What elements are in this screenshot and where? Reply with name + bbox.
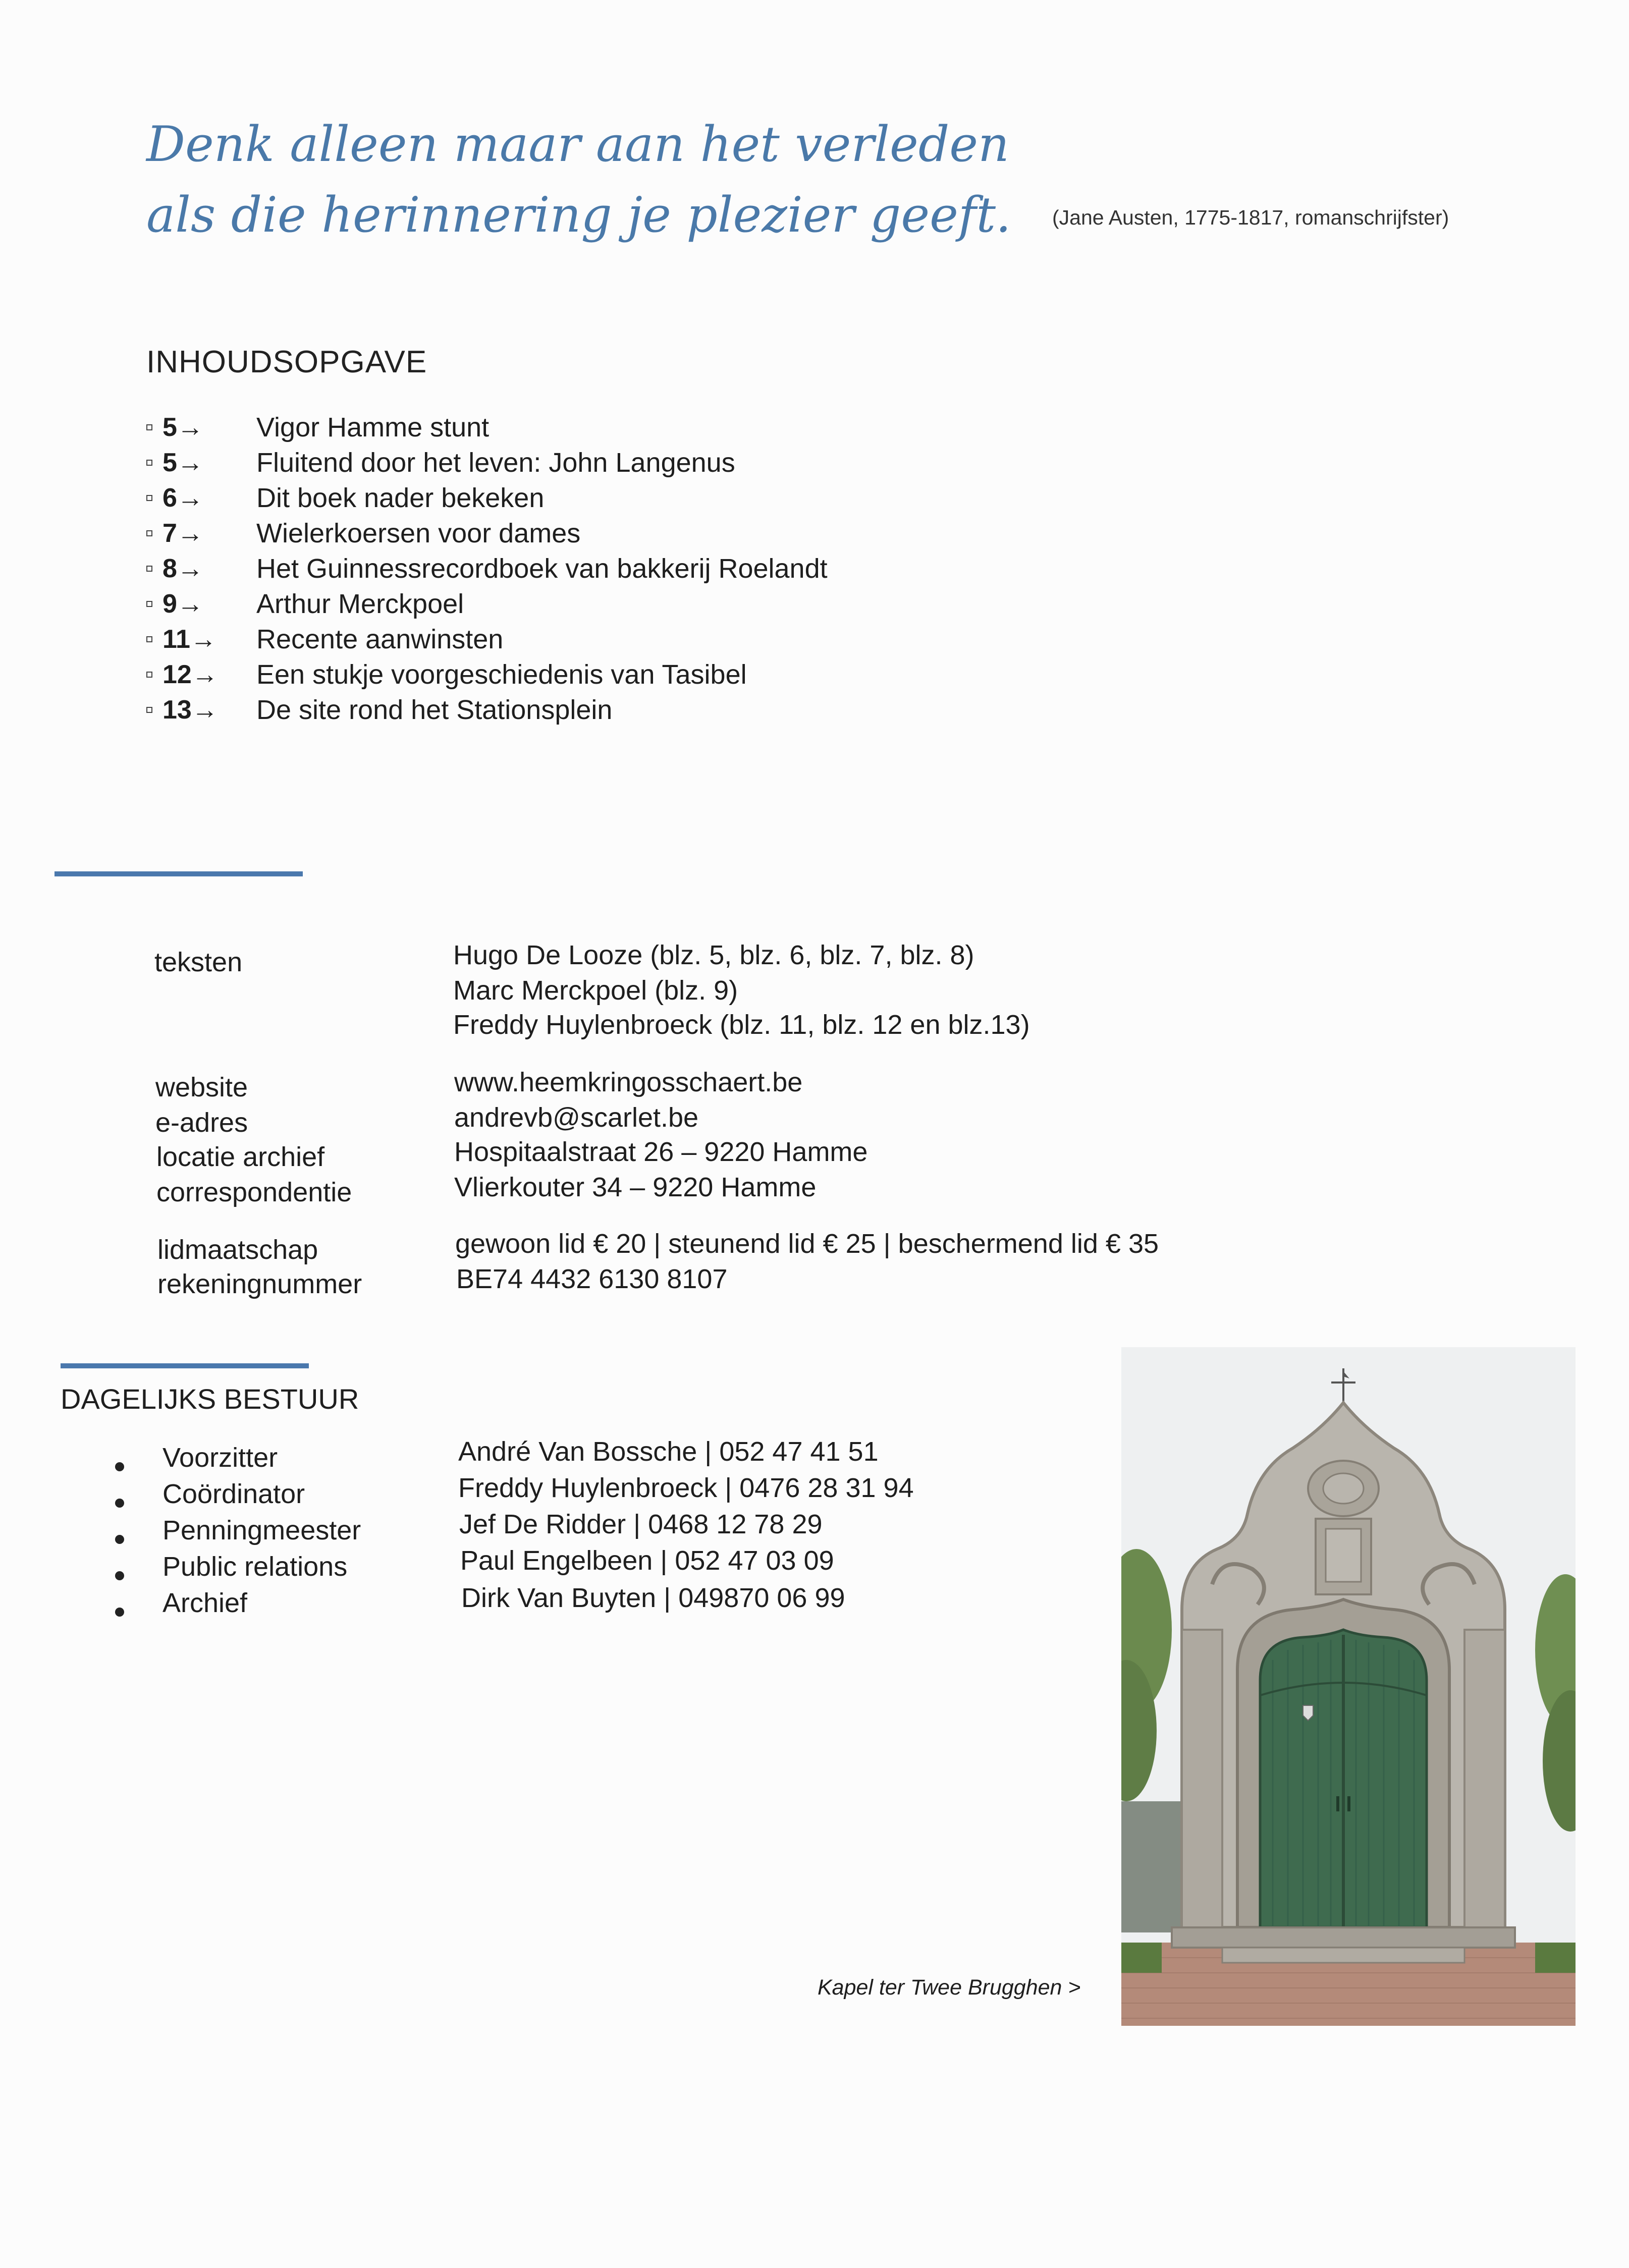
teksten-line: Freddy Huylenbroeck (blz. 11, blz. 12 en blz.13) xyxy=(453,1010,1030,1040)
teksten-line: Hugo De Looze (blz. 5, blz. 6, blz. 7, blz. 8) xyxy=(453,940,974,970)
board-member: Dirk Van Buyten | 049870 06 99 xyxy=(461,1583,845,1613)
square-bullet-icon xyxy=(146,672,152,678)
board-role: Public relations xyxy=(162,1552,348,1582)
section-divider xyxy=(61,1363,309,1368)
toc-item-title: Dit boek nader bekeken xyxy=(256,483,545,513)
photo-caption: Kapel ter Twee Brugghen > xyxy=(818,1975,1081,2000)
toc-item-title: Een stukje voorgeschiedenis van Tasibel xyxy=(256,659,747,690)
quote-attribution: (Jane Austen, 1775-1817, romanschrijfster) xyxy=(1052,206,1449,229)
toc-item: 6→ Dit boek nader bekeken xyxy=(146,480,544,516)
square-bullet-icon xyxy=(146,460,152,466)
board-role: Penningmeester xyxy=(162,1515,361,1545)
square-bullet-icon xyxy=(146,566,152,572)
toc-item: 8→ Het Guinnessrecordboek van bakkerij Roelandt xyxy=(146,551,828,586)
board-member: Paul Engelbeen | 052 47 03 09 xyxy=(460,1545,834,1576)
email-label: e-adres xyxy=(155,1108,248,1138)
bullet-icon xyxy=(115,1535,124,1544)
section-divider xyxy=(55,871,303,876)
board-member: Jef De Ridder | 0468 12 78 29 xyxy=(459,1509,823,1539)
board-role: Coördinator xyxy=(162,1479,305,1509)
square-bullet-icon xyxy=(146,636,152,642)
toc-item-title: Arthur Merckpoel xyxy=(256,589,464,619)
toc-item-title: Recente aanwinsten xyxy=(256,624,504,654)
toc-item-title: Wielerkoersen voor dames xyxy=(256,518,581,548)
quote-line-2: als die herinnering je plezier geeft. xyxy=(146,187,1011,243)
toc-item: 5→ Fluitend door het leven: John Langenus xyxy=(146,445,735,480)
membership-fees: gewoon lid € 20 | steunend lid € 25 | beschermend lid € 35 xyxy=(455,1229,1159,1259)
toc-title: INHOUDSOPGAVE xyxy=(146,345,427,379)
archive-label: locatie archief xyxy=(156,1142,325,1172)
square-bullet-icon xyxy=(146,495,152,501)
square-bullet-icon xyxy=(146,530,152,536)
account-label: rekeningnummer xyxy=(157,1269,362,1299)
toc-item: 5→ Vigor Hamme stunt xyxy=(146,410,489,445)
toc-item: 13→ De site rond het Stationsplein xyxy=(146,692,612,728)
board-member: André Van Bossche | 052 47 41 51 xyxy=(458,1436,879,1467)
account-number: BE74 4432 6130 8107 xyxy=(456,1264,728,1294)
bullet-icon xyxy=(115,1462,124,1471)
archive-address: Hospitaalstraat 26 – 9220 Hamme xyxy=(454,1137,868,1167)
square-bullet-icon xyxy=(146,707,152,713)
toc-item: 12→ Een stukje voorgeschiedenis van Tasibel xyxy=(146,657,747,692)
toc-item-title: Vigor Hamme stunt xyxy=(256,412,490,442)
website-link[interactable]: www.heemkringosschaert.be xyxy=(454,1067,803,1097)
toc-item: 9→ Arthur Merckpoel xyxy=(146,586,464,622)
toc-item-title: Fluitend door het leven: John Langenus xyxy=(256,448,735,478)
board-role: Voorzitter xyxy=(162,1443,278,1473)
bullet-icon xyxy=(115,1499,124,1508)
toc-item-title: Het Guinnessrecordboek van bakkerij Roelandt xyxy=(256,554,828,584)
toc-item: 11→ Recente aanwinsten xyxy=(146,622,503,657)
email-link[interactable]: andrevb@scarlet.be xyxy=(454,1102,699,1133)
bullet-icon xyxy=(115,1571,124,1580)
website-label: website xyxy=(155,1072,248,1102)
chapel-illustration xyxy=(1121,1347,1576,2026)
board-role: Archief xyxy=(162,1588,248,1618)
teksten-line: Marc Merckpoel (blz. 9) xyxy=(453,975,738,1006)
square-bullet-icon xyxy=(146,424,152,430)
membership-label: lidmaatschap xyxy=(157,1235,318,1265)
toc-item: 7→ Wielerkoersen voor dames xyxy=(146,516,580,551)
chapel-photo xyxy=(1121,1347,1576,2026)
correspondence-label: correspondentie xyxy=(156,1177,352,1207)
toc-item-title: De site rond het Stationsplein xyxy=(256,695,613,725)
correspondence-address: Vlierkouter 34 – 9220 Hamme xyxy=(454,1172,817,1202)
board-title: DAGELIJKS BESTUUR xyxy=(61,1383,359,1415)
quote-line-1: Denk alleen maar aan het verleden xyxy=(146,116,1009,173)
square-bullet-icon xyxy=(146,601,152,607)
bullet-icon xyxy=(115,1608,124,1617)
board-member: Freddy Huylenbroeck | 0476 28 31 94 xyxy=(458,1473,914,1503)
teksten-label: teksten xyxy=(154,947,243,977)
